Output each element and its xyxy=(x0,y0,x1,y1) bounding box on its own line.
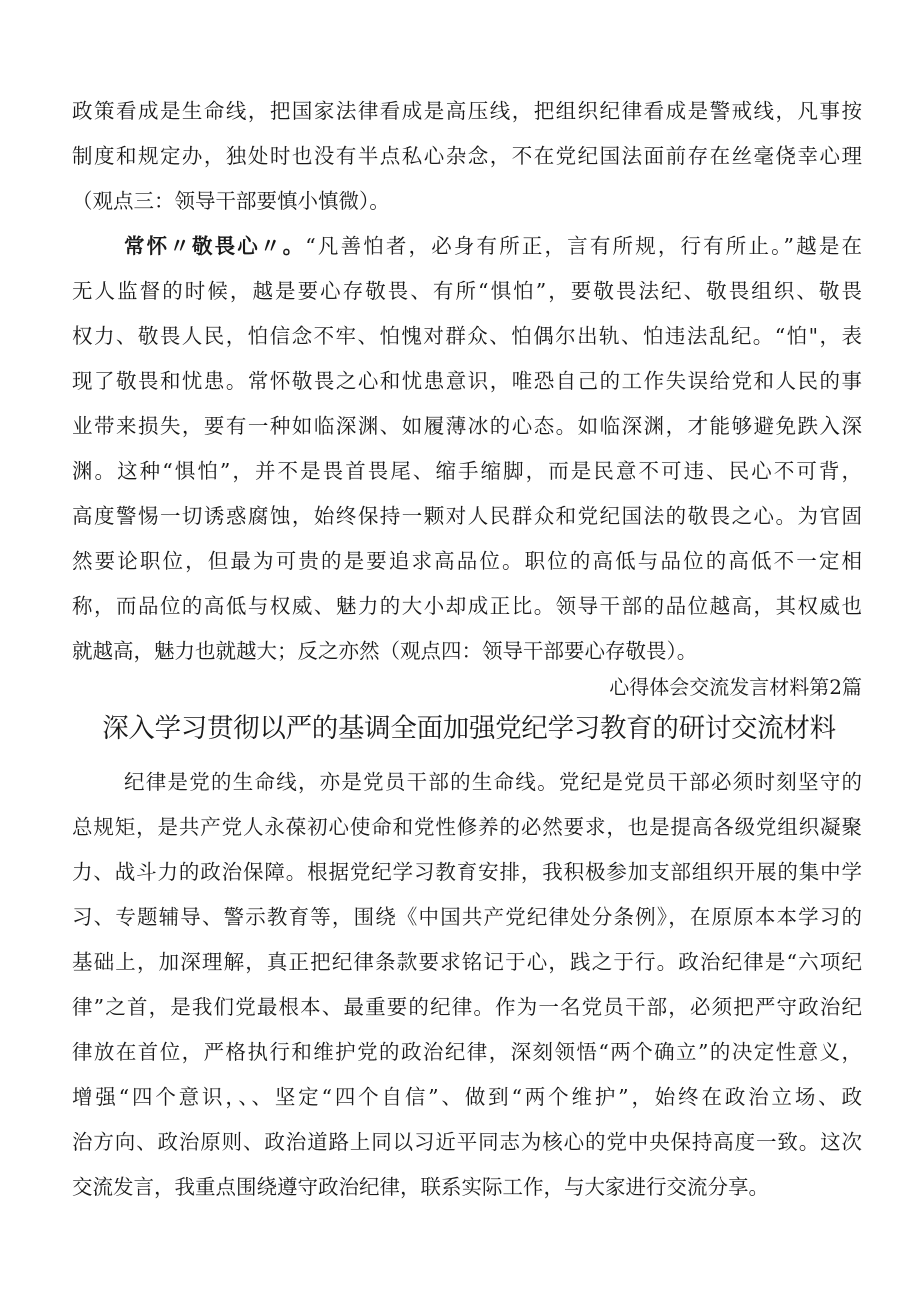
paragraph-2-line-7: 高度警惕一切诱惑腐蚀，始终保持一颗对人民群众和党纪国法的敬畏之心。为官固 xyxy=(72,504,862,528)
paragraph-2-line-6: 渊。这种“惧怕”，并不是畏首畏尾、缩手缩脚，而是民意不可违、民心不可背， xyxy=(72,459,862,483)
paragraph-2-line-2: 无人监督的时候，越是要心存敬畏、有所“惧怕”，要敬畏法纪、敬畏组织、敬畏 xyxy=(72,279,862,303)
section-heading: 深入学习贯彻以严的基调全面加强党纪学习教育的研讨交流材料 xyxy=(102,713,836,744)
paragraph-2-line-9: 称，而品位的高低与权威、魅力的大小却成正比。领导干部的品位越高，其权威也 xyxy=(72,594,862,618)
paragraph-3-line-3: 力、战斗力的政治保障。根据党纪学习教育安排，我积极参加支部组织开展的集中学 xyxy=(72,860,862,884)
paragraph-3-line-7: 律放在首位，严格执行和维护党的政治纪律，深刻领悟“两个确立”的决定性意义， xyxy=(72,1040,862,1064)
paragraph-2-line-4: 现了敬畏和忧患。常怀敬畏之心和忧患意识，唯恐自己的工作失误给党和人民的事 xyxy=(72,369,862,393)
paragraph-1-line-1: 政策看成是生命线，把国家法律看成是高压线，把组织纪律看成是警戒线，凡事按 xyxy=(72,99,862,123)
paragraph-2-line-8: 然要论职位，但最为可贵的是要追求高品位。职位的高低与品位的高低不一定相 xyxy=(72,549,862,573)
paragraph-2-line-1 xyxy=(124,236,862,257)
paragraph-2-line-5: 业带来损失，要有一种如临深渊、如履薄冰的心态。如临深渊，才能够避免跌入深 xyxy=(72,414,862,438)
paragraph-3-line-2: 总规矩，是共产党人永葆初心使命和党性修养的必然要求，也是提高各级党组织凝聚 xyxy=(72,815,862,839)
paragraph-3-line-10: 交流发言，我重点围绕遵守政治纪律，联系实际工作，与大家进行交流分享。 xyxy=(72,1175,769,1199)
paragraph-3-line-6: 律”之首，是我们党最根本、最重要的纪律。作为一名党员干部，必须把严守政治纪 xyxy=(72,995,862,1019)
paragraph-2-line-1-rest: “凡善怕者，必身有所正，言有所规，行有所止。”越是在 xyxy=(305,234,862,258)
paragraph-2-line-10: 就越高，魅力也就越大；反之亦然（观点四：领导干部要心存敬畏）。 xyxy=(72,639,698,663)
paragraph-3-line-8: 增强“四个意识，、、坚定“四个自信”、做到“两个维护”，始终在政治立场、政 xyxy=(72,1085,862,1109)
paragraph-3-line-9: 治方向、政治原则、政治道路上同以习近平同志为核心的党中央保持高度一致。这次 xyxy=(72,1130,862,1154)
paragraph-2-line-3: 权力、敬畏人民，怕信念不牢、怕愧对群众、怕偶尔出轨、怕违法乱纪。“怕"，表 xyxy=(72,324,862,348)
paragraph-1-line-3: （观点三：领导干部要慎小慎微）。 xyxy=(72,189,390,213)
paragraph-2-lead: 常怀〃敬畏心〃。 xyxy=(124,234,306,258)
paragraph-3-line-5: 基础上，加深理解，真正把纪律条款要求铭记于心，践之于行。政治纪律是“六项纪 xyxy=(72,950,862,974)
paragraph-3-line-1: 纪律是党的生命线，亦是党员干部的生命线。党纪是党员干部必须时刻坚守的 xyxy=(124,770,862,794)
paragraph-3-line-4: 习、专题辅导、警示教育等，围绕《中国共产党纪律处分条例》，在原原本本学习的 xyxy=(72,905,862,929)
section-caption: 心得体会交流发言材料第2篇 xyxy=(609,675,862,699)
paragraph-1-line-2: 制度和规定办，独处时也没有半点私心杂念，不在党纪国法面前存在丝毫侥幸心理 xyxy=(72,144,862,168)
